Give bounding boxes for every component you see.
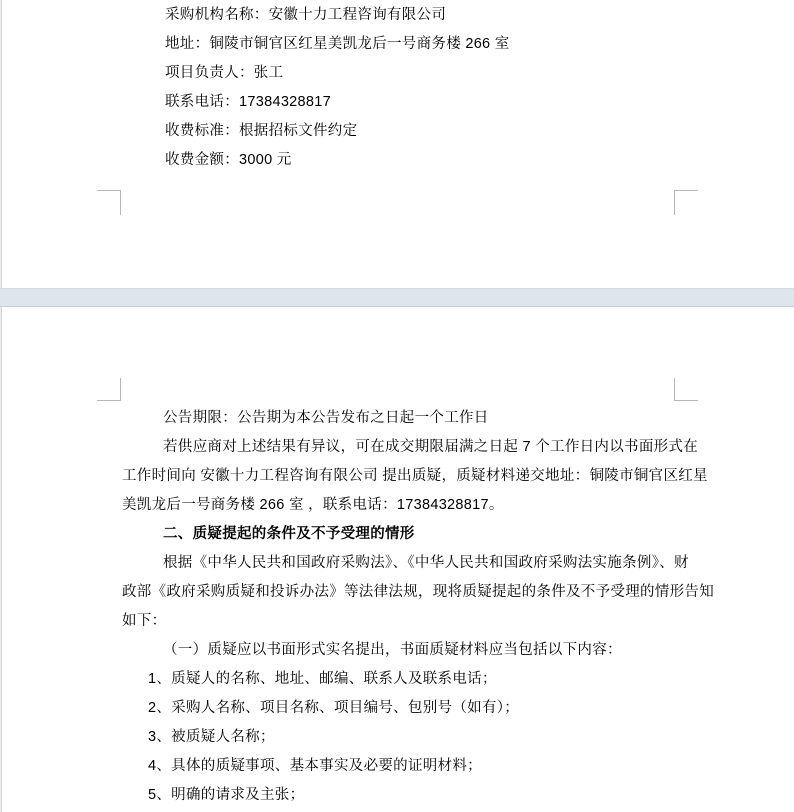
document-line[interactable]: 如下：: [122, 613, 167, 629]
margin-corner-mark: [674, 378, 698, 401]
document-line[interactable]: 采购机构名称：安徽十力工程咨询有限公司: [165, 7, 447, 23]
document-line[interactable]: 美凯龙后一号商务楼 266 室 ，联系电话：17384328817。: [122, 497, 504, 513]
margin-corner-mark: [97, 378, 121, 401]
section-heading[interactable]: 二、质疑提起的条件及不予受理的情形: [163, 526, 415, 542]
document-line[interactable]: 根据《中华人民共和国政府采购法》、《中华人民共和国政府采购法实施条例》、财: [163, 555, 689, 571]
list-item[interactable]: 4、具体的质疑事项、基本事实及必要的证明材料；: [148, 758, 482, 774]
margin-corner-mark: [674, 190, 698, 215]
list-item[interactable]: 5、明确的请求及主张；: [148, 787, 305, 803]
document-line[interactable]: 若供应商对上述结果有异议，可在成交期限届满之日起 7 个工作日内以书面形式在: [163, 439, 699, 455]
page-gap: [0, 288, 794, 307]
document-line[interactable]: 政部《政府采购质疑和投诉办法》等法律法规，现将质疑提起的条件及不予受理的情形告知: [122, 584, 714, 600]
document-line[interactable]: （一）质疑应以书面形式实名提出，书面质疑材料应当包括以下内容：: [163, 642, 622, 658]
list-item[interactable]: 2、采购人名称、项目名称、项目编号、包别号（如有）；: [148, 700, 520, 716]
document-line[interactable]: 地址：铜陵市铜官区红星美凯龙后一号商务楼 266 室: [165, 36, 510, 52]
page-2-text: [122, 404, 714, 810]
page-1-text: [124, 1, 684, 175]
document-line[interactable]: 工作时间向 安徽十力工程咨询有限公司 提出质疑，质疑材料递交地址：铜陵市铜官区红星: [122, 468, 708, 484]
document-line[interactable]: 公告期限：公告期为本公告发布之日起一个工作日: [163, 410, 489, 426]
list-item[interactable]: 3、被质疑人名称；: [148, 729, 275, 745]
page-1[interactable]: [1, 0, 794, 288]
document-line[interactable]: 收费金额：3000 元: [165, 152, 292, 168]
document-line[interactable]: 收费标准：根据招标文件约定: [165, 123, 358, 139]
list-item[interactable]: 1、质疑人的名称、地址、邮编、联系人及联系电话；: [148, 671, 497, 687]
document-line[interactable]: 项目负责人：张工: [165, 65, 284, 81]
document-line[interactable]: 联系电话：17384328817: [165, 94, 332, 110]
margin-corner-mark: [97, 190, 121, 215]
